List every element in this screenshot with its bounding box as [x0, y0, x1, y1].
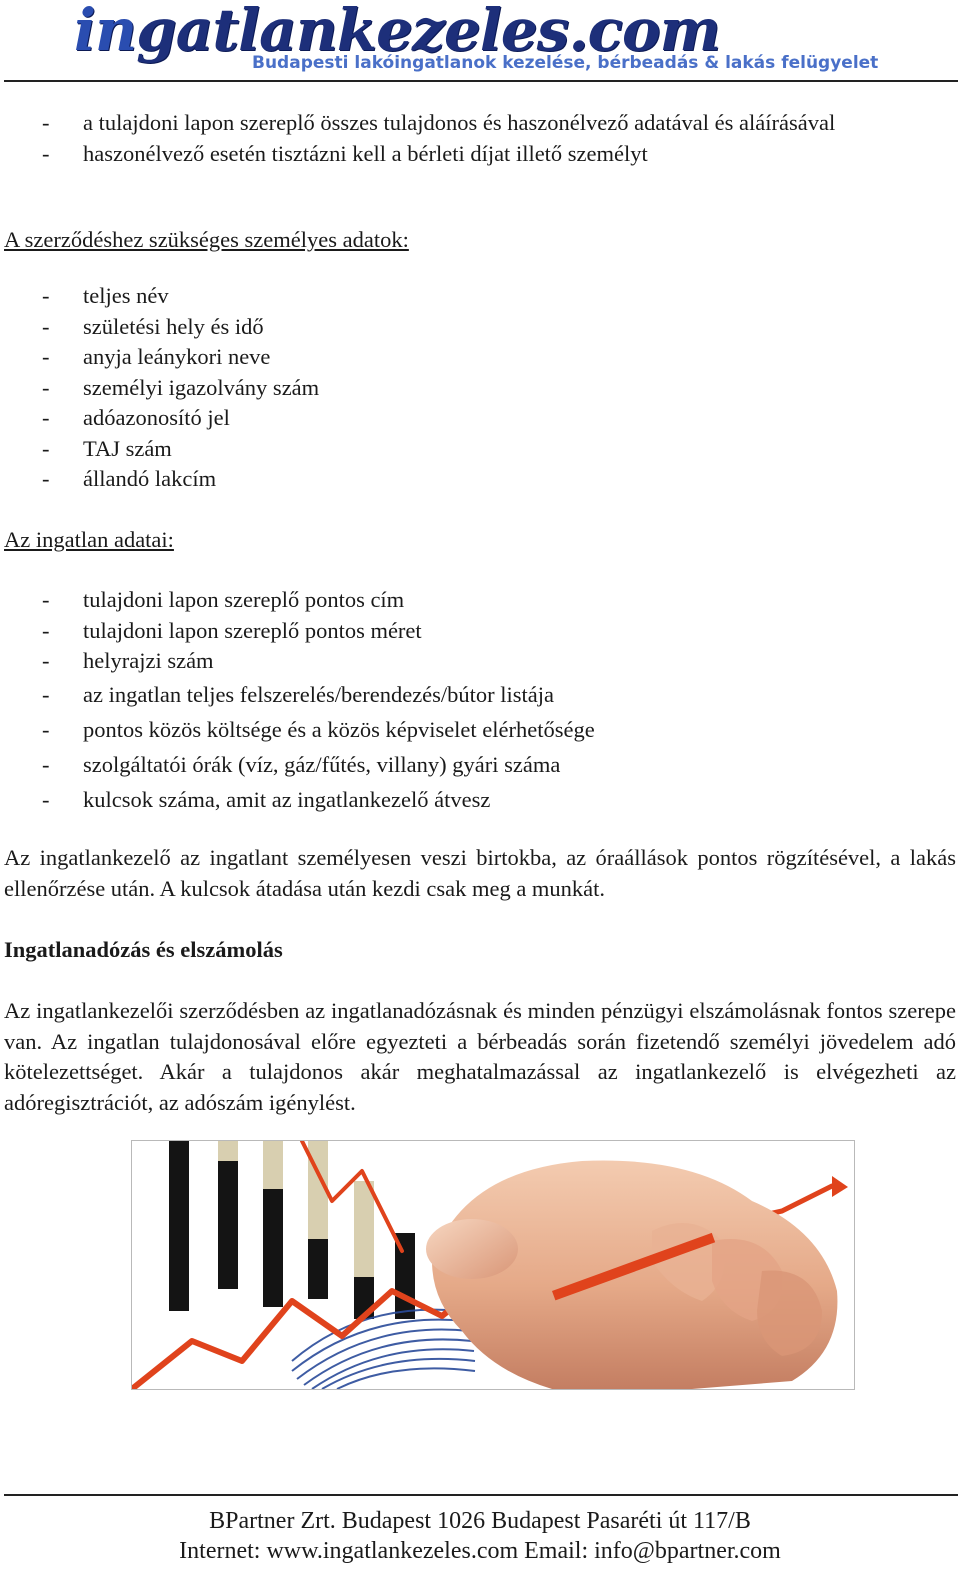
intro-list-block — [4, 108, 956, 169]
list-item-text: a tulajdoni lapon szereplő összes tulajdonos és haszonélvező adatával és aláírásával — [83, 110, 836, 135]
tax-paragraph: Az ingatlankezelői szerződésben az ingatlanadózásnak és minden pénzügyi elszámolásnak fontos szerepe van. Az ingatlan tulajdonosával előre egyezteti a bérbeadás során fizetendő személyi jövedelem adó kötelezettséget. Akár a tulajdonos akár meghatalmazással az ingatlankezelő is elvégezheti az adóregisztrációt, az adószám igénylést. — [4, 998, 956, 1115]
property-section-title: Az ingatlan adatai: — [4, 527, 174, 552]
hand-graphic — [426, 1161, 837, 1390]
list-item: - kulcsok száma, amit az ingatlankezelő átvesz — [42, 786, 491, 812]
list-item: - adóazonosító jel — [42, 405, 230, 430]
list-item-text: kulcsok száma, amit az ingatlankezelő átvesz — [83, 786, 491, 812]
list-item-text: személyi igazolvány szám — [83, 374, 320, 400]
list-item: - tulajdoni lapon szereplő pontos méret — [42, 617, 422, 643]
logo-rest: gatlankezeles — [136, 0, 569, 64]
personal-section-title: A szerződéshez szükséges személyes adatok: — [4, 227, 409, 252]
list-item-text: anyja leánykori neve — [83, 344, 271, 369]
list-item-text: állandó lakcím — [83, 466, 217, 491]
list-item: - az ingatlan teljes felszerelés/berendezés/bútor listája — [42, 681, 555, 707]
page-header — [0, 0, 960, 82]
logo-tagline: Budapesti lakóingatlanok kezelése, bérbeadás & lakás felügyelet — [252, 53, 879, 73]
property-list-block — [4, 585, 956, 817]
personal-list-block — [4, 281, 956, 495]
list-item: - a tulajdoni lapon szereplő összes tulajdonos és haszonélvező adatával és aláírásával — [42, 110, 836, 135]
tax-section-title: Ingatlanadózás és elszámolás — [4, 937, 283, 962]
list-item: - állandó lakcím — [42, 466, 217, 491]
personal-list — [4, 281, 956, 495]
list-item: - személyi igazolvány szám — [42, 374, 320, 400]
list-item-text: helyrajzi szám — [83, 648, 214, 673]
list-item: - anyja leánykori neve — [42, 344, 271, 369]
list-item-text: teljes név — [83, 283, 169, 308]
list-item: - születési hely és idő — [42, 313, 264, 339]
header-divider — [4, 80, 958, 82]
list-item-text: adóazonosító jel — [83, 405, 230, 430]
bar-graphic — [169, 1141, 415, 1319]
list-item-text: születési hely és idő — [83, 313, 264, 339]
finance-illustration — [131, 1140, 855, 1390]
footer-contact: Internet: www.ingatlankezeles.com Email: info@bpartner.com — [179, 1538, 781, 1564]
list-item-text: az ingatlan teljes felszerelés/berendezés/bútor listája — [83, 681, 555, 707]
logo-first: in — [74, 0, 137, 64]
list-item: - tulajdoni lapon szereplő pontos cím — [42, 587, 405, 612]
site-logo[interactable] — [74, 0, 721, 64]
list-item: - helyrajzi szám — [42, 648, 214, 673]
handover-paragraph: Az ingatlankezelő az ingatlant személyesen veszi birtokba, az óraállások pontos rögzítésével, a lakás ellenőrzése után. A kulcsok átadása után kezdi csak meg a munkát. — [4, 845, 956, 901]
footer-address: BPartner Zrt. Budapest 1026 Budapest Pasaréti út 117/B — [209, 1508, 751, 1534]
list-item: - szolgáltatói órák (víz, gáz/fűtés, villany) gyári száma — [42, 751, 561, 777]
footer-divider — [4, 1494, 958, 1496]
list-item-text: haszonélvező esetén tisztázni kell a bérleti díjat illető személyt — [83, 140, 648, 166]
list-item-text: tulajdoni lapon szereplő pontos cím — [83, 587, 405, 612]
list-item: - pontos közös költsége és a közös képviselet elérhetősége — [42, 716, 595, 742]
list-item: - TAJ szám — [42, 435, 172, 461]
list-item-text: tulajdoni lapon szereplő pontos méret — [83, 617, 422, 643]
logo-tld: .com — [568, 0, 721, 64]
list-item: - haszonélvező esetén tisztázni kell a bérleti díjat illető személyt — [42, 140, 648, 166]
list-item-text: szolgáltatói órák (víz, gáz/fűtés, villany) gyári száma — [83, 751, 561, 777]
growth-chart-hand-image — [132, 1141, 854, 1389]
list-item: - teljes név — [42, 283, 169, 308]
list-item-text: TAJ szám — [83, 435, 172, 461]
list-item-text: pontos közös költsége és a közös képviselet elérhetősége — [83, 716, 595, 742]
intro-list — [4, 108, 956, 169]
property-list — [4, 585, 956, 817]
